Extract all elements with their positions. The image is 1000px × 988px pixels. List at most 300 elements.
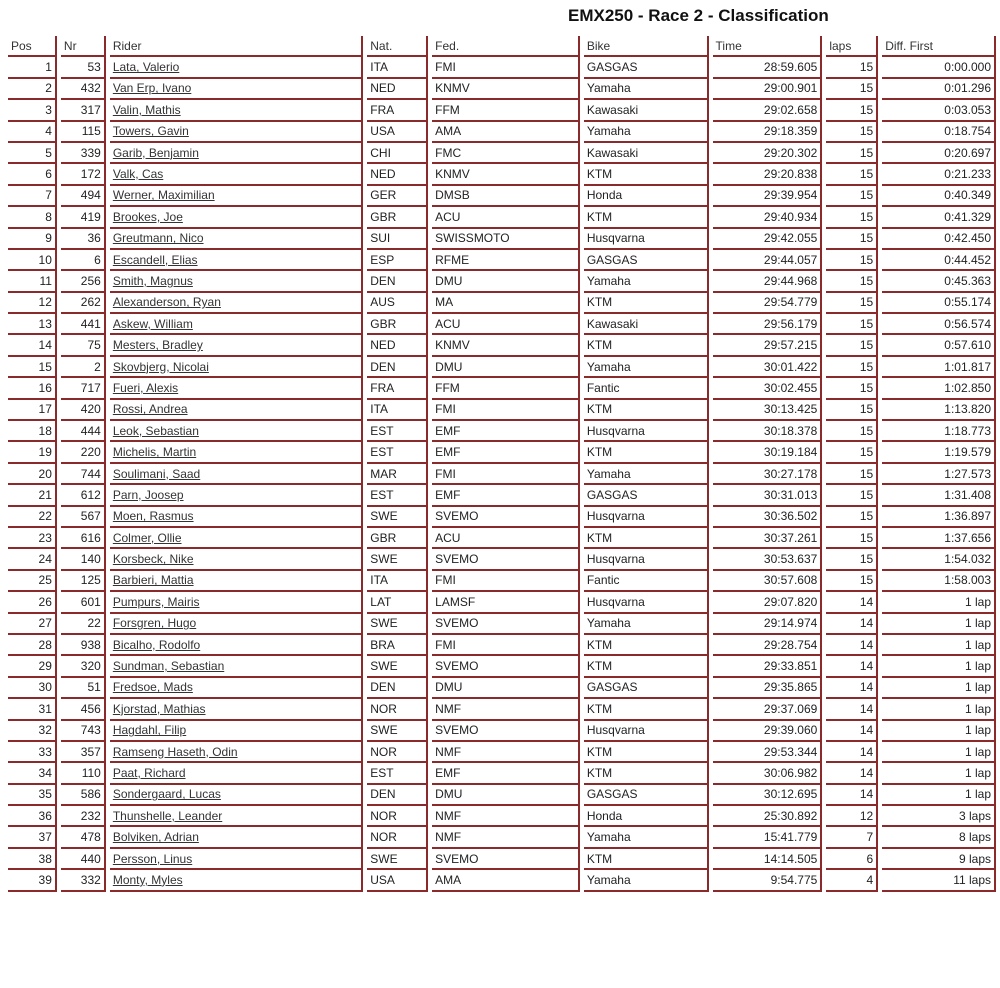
rider-link[interactable]: Ramseng Haseth, Odin bbox=[112, 744, 238, 759]
cell-nr: 420 bbox=[61, 400, 106, 421]
cell-rider bbox=[110, 100, 363, 121]
cell-rider bbox=[110, 485, 363, 506]
rider-link[interactable]: Van Erp, Ivano bbox=[112, 81, 192, 96]
cell-nat: SWE bbox=[367, 849, 428, 870]
table-row bbox=[8, 271, 996, 292]
cell-nr: 612 bbox=[61, 485, 106, 506]
rider-link[interactable]: Barbieri, Mattia bbox=[112, 573, 194, 588]
cell-bike: GASGAS bbox=[584, 785, 709, 806]
cell-nr: 320 bbox=[61, 656, 106, 677]
table-row bbox=[8, 507, 996, 528]
cell-time: 30:31.013 bbox=[713, 485, 823, 506]
cell-pos: 1 bbox=[8, 57, 57, 78]
cell-bike: KTM bbox=[584, 849, 709, 870]
cell-fed: FMI bbox=[432, 635, 580, 656]
cell-pos: 38 bbox=[8, 849, 57, 870]
cell-nr: 140 bbox=[61, 549, 106, 570]
cell-rider bbox=[110, 656, 363, 677]
cell-nr: 601 bbox=[61, 592, 106, 613]
rider-link[interactable]: Fredsoe, Mads bbox=[112, 680, 193, 695]
column-header-pos: Pos bbox=[8, 36, 57, 57]
cell-rider bbox=[110, 571, 363, 592]
table-row bbox=[8, 549, 996, 570]
cell-rider bbox=[110, 849, 363, 870]
rider-link[interactable]: Valin, Mathis bbox=[112, 102, 181, 117]
cell-laps: 15 bbox=[826, 164, 878, 185]
cell-pos: 10 bbox=[8, 250, 57, 271]
cell-laps: 14 bbox=[826, 678, 878, 699]
cell-pos: 32 bbox=[8, 721, 57, 742]
cell-pos: 33 bbox=[8, 742, 57, 763]
cell-bike: Yamaha bbox=[584, 827, 709, 848]
cell-time: 25:30.892 bbox=[713, 806, 823, 827]
cell-time: 29:37.069 bbox=[713, 699, 823, 720]
cell-nat: AUS bbox=[367, 293, 428, 314]
rider-link[interactable]: Leok, Sebastian bbox=[112, 423, 199, 438]
table-row bbox=[8, 164, 996, 185]
cell-rider bbox=[110, 785, 363, 806]
cell-diff-first: 0:57.610 bbox=[882, 335, 996, 356]
rider-link[interactable]: Colmer, Ollie bbox=[112, 530, 182, 545]
cell-bike: GASGAS bbox=[584, 250, 709, 271]
cell-rider bbox=[110, 293, 363, 314]
rider-link[interactable]: Bolviken, Adrian bbox=[112, 830, 199, 845]
cell-nr: 444 bbox=[61, 421, 106, 442]
cell-time: 29:57.215 bbox=[713, 335, 823, 356]
cell-time: 29:07.820 bbox=[713, 592, 823, 613]
cell-time: 30:12.695 bbox=[713, 785, 823, 806]
cell-diff-first: 1:58.003 bbox=[882, 571, 996, 592]
cell-fed: SVEMO bbox=[432, 507, 580, 528]
cell-nr: 938 bbox=[61, 635, 106, 656]
cell-rider bbox=[110, 827, 363, 848]
cell-pos: 3 bbox=[8, 100, 57, 121]
cell-pos: 25 bbox=[8, 571, 57, 592]
cell-fed: EMF bbox=[432, 442, 580, 463]
cell-diff-first: 0:55.174 bbox=[882, 293, 996, 314]
cell-rider bbox=[110, 357, 363, 378]
cell-nat: EST bbox=[367, 485, 428, 506]
cell-pos: 35 bbox=[8, 785, 57, 806]
cell-bike: Yamaha bbox=[584, 122, 709, 143]
cell-nat: ESP bbox=[367, 250, 428, 271]
cell-time: 30:02.455 bbox=[713, 378, 823, 399]
cell-time: 29:53.344 bbox=[713, 742, 823, 763]
cell-nr: 332 bbox=[61, 870, 106, 891]
cell-fed: FFM bbox=[432, 378, 580, 399]
cell-bike: Yamaha bbox=[584, 614, 709, 635]
cell-time: 30:57.608 bbox=[713, 571, 823, 592]
cell-nr: 432 bbox=[61, 79, 106, 100]
cell-bike: Honda bbox=[584, 186, 709, 207]
rider-link[interactable]: Valk, Cas bbox=[112, 167, 164, 182]
cell-diff-first: 1:19.579 bbox=[882, 442, 996, 463]
cell-diff-first: 9 laps bbox=[882, 849, 996, 870]
cell-rider bbox=[110, 207, 363, 228]
cell-bike: KTM bbox=[584, 635, 709, 656]
cell-rider bbox=[110, 186, 363, 207]
cell-diff-first: 1:37.656 bbox=[882, 528, 996, 549]
cell-nat: EST bbox=[367, 442, 428, 463]
cell-time: 29:39.954 bbox=[713, 186, 823, 207]
cell-rider bbox=[110, 229, 363, 250]
cell-diff-first: 1:54.032 bbox=[882, 549, 996, 570]
rider-link[interactable]: Bicalho, Rodolfo bbox=[112, 637, 201, 652]
cell-nr: 494 bbox=[61, 186, 106, 207]
cell-nat: NED bbox=[367, 79, 428, 100]
cell-nr: 115 bbox=[61, 122, 106, 143]
cell-nr: 744 bbox=[61, 464, 106, 485]
table-row bbox=[8, 614, 996, 635]
cell-rider bbox=[110, 678, 363, 699]
rider-link[interactable]: Escandell, Elias bbox=[112, 252, 198, 267]
cell-nr: 440 bbox=[61, 849, 106, 870]
cell-rider bbox=[110, 271, 363, 292]
cell-nr: 36 bbox=[61, 229, 106, 250]
cell-rider bbox=[110, 528, 363, 549]
cell-laps: 15 bbox=[826, 571, 878, 592]
cell-laps: 14 bbox=[826, 614, 878, 635]
cell-nr: 220 bbox=[61, 442, 106, 463]
cell-bike: Yamaha bbox=[584, 79, 709, 100]
cell-bike: Husqvarna bbox=[584, 507, 709, 528]
cell-time: 29:20.302 bbox=[713, 143, 823, 164]
cell-nat: LAT bbox=[367, 592, 428, 613]
rider-link[interactable]: Soulimani, Saad bbox=[112, 466, 201, 481]
cell-fed: FMI bbox=[432, 571, 580, 592]
cell-laps: 15 bbox=[826, 528, 878, 549]
cell-fed: FMC bbox=[432, 143, 580, 164]
rider-link[interactable]: Mesters, Bradley bbox=[112, 338, 203, 353]
cell-diff-first: 0:42.450 bbox=[882, 229, 996, 250]
rider-link[interactable]: Forsgren, Hugo bbox=[112, 616, 197, 631]
cell-nr: 53 bbox=[61, 57, 106, 78]
rider-link[interactable]: Smith, Magnus bbox=[112, 273, 193, 288]
column-header-fed: Fed. bbox=[432, 36, 580, 57]
cell-nr: 717 bbox=[61, 378, 106, 399]
cell-pos: 39 bbox=[8, 870, 57, 891]
table-row bbox=[8, 100, 996, 121]
cell-diff-first: 1 lap bbox=[882, 785, 996, 806]
cell-laps: 15 bbox=[826, 271, 878, 292]
cell-rider bbox=[110, 614, 363, 635]
cell-fed: ACU bbox=[432, 207, 580, 228]
cell-time: 29:39.060 bbox=[713, 721, 823, 742]
rider-link[interactable]: Korsbeck, Nike bbox=[112, 552, 194, 567]
cell-diff-first: 0:21.233 bbox=[882, 164, 996, 185]
cell-nat: CHI bbox=[367, 143, 428, 164]
cell-fed: MA bbox=[432, 293, 580, 314]
cell-laps: 4 bbox=[826, 870, 878, 891]
cell-bike: Husqvarna bbox=[584, 421, 709, 442]
table-row bbox=[8, 485, 996, 506]
cell-pos: 7 bbox=[8, 186, 57, 207]
cell-diff-first: 3 laps bbox=[882, 806, 996, 827]
cell-nr: 317 bbox=[61, 100, 106, 121]
cell-fed: EMF bbox=[432, 421, 580, 442]
column-header-bike: Bike bbox=[584, 36, 709, 57]
cell-time: 29:42.055 bbox=[713, 229, 823, 250]
cell-bike: Fantic bbox=[584, 571, 709, 592]
cell-laps: 15 bbox=[826, 293, 878, 314]
cell-fed: LAMSF bbox=[432, 592, 580, 613]
cell-laps: 14 bbox=[826, 742, 878, 763]
cell-pos: 21 bbox=[8, 485, 57, 506]
cell-time: 28:59.605 bbox=[713, 57, 823, 78]
rider-link[interactable]: Lata, Valerio bbox=[112, 60, 180, 75]
cell-nr: 262 bbox=[61, 293, 106, 314]
rider-link[interactable]: Rossi, Andrea bbox=[112, 402, 188, 417]
cell-laps: 15 bbox=[826, 549, 878, 570]
cell-fed: KNMV bbox=[432, 164, 580, 185]
cell-time: 29:18.359 bbox=[713, 122, 823, 143]
cell-time: 30:19.184 bbox=[713, 442, 823, 463]
rider-link[interactable]: Sundman, Sebastian bbox=[112, 659, 225, 674]
rider-link[interactable]: Sondergaard, Lucas bbox=[112, 787, 221, 802]
page-title: EMX250 - Race 2 - Classification bbox=[568, 6, 829, 25]
table-row bbox=[8, 635, 996, 656]
cell-fed: SWISSMOTO bbox=[432, 229, 580, 250]
table-row bbox=[8, 229, 996, 250]
column-header-laps: laps bbox=[826, 36, 878, 57]
cell-laps: 15 bbox=[826, 143, 878, 164]
classification-table bbox=[4, 36, 1000, 892]
cell-bike: KTM bbox=[584, 164, 709, 185]
cell-nat: USA bbox=[367, 122, 428, 143]
cell-bike: GASGAS bbox=[584, 678, 709, 699]
cell-nat: NOR bbox=[367, 806, 428, 827]
rider-link[interactable]: Brookes, Joe bbox=[112, 209, 183, 224]
cell-nr: 616 bbox=[61, 528, 106, 549]
rider-link[interactable]: Kjorstad, Mathias bbox=[112, 701, 206, 716]
cell-nat: DEN bbox=[367, 785, 428, 806]
cell-nr: 586 bbox=[61, 785, 106, 806]
cell-time: 30:37.261 bbox=[713, 528, 823, 549]
cell-pos: 30 bbox=[8, 678, 57, 699]
cell-fed: SVEMO bbox=[432, 849, 580, 870]
cell-diff-first: 1:02.850 bbox=[882, 378, 996, 399]
cell-pos: 8 bbox=[8, 207, 57, 228]
cell-rider bbox=[110, 699, 363, 720]
cell-bike: KTM bbox=[584, 335, 709, 356]
cell-laps: 14 bbox=[826, 635, 878, 656]
cell-fed: KNMV bbox=[432, 335, 580, 356]
cell-rider bbox=[110, 57, 363, 78]
cell-pos: 9 bbox=[8, 229, 57, 250]
column-header-time: Time bbox=[713, 36, 823, 57]
cell-nat: FRA bbox=[367, 378, 428, 399]
table-row bbox=[8, 721, 996, 742]
cell-nr: 75 bbox=[61, 335, 106, 356]
cell-pos: 22 bbox=[8, 507, 57, 528]
cell-laps: 15 bbox=[826, 400, 878, 421]
cell-diff-first: 0:01.296 bbox=[882, 79, 996, 100]
rider-link[interactable]: Pumpurs, Mairis bbox=[112, 594, 200, 609]
cell-bike: Fantic bbox=[584, 378, 709, 399]
column-header-diff-first: Diff. First bbox=[882, 36, 996, 57]
cell-pos: 13 bbox=[8, 314, 57, 335]
cell-diff-first: 1 lap bbox=[882, 742, 996, 763]
cell-nat: SWE bbox=[367, 507, 428, 528]
cell-rider bbox=[110, 314, 363, 335]
cell-nat: FRA bbox=[367, 100, 428, 121]
cell-bike: KTM bbox=[584, 400, 709, 421]
cell-fed: NMF bbox=[432, 827, 580, 848]
cell-fed: FFM bbox=[432, 100, 580, 121]
cell-diff-first: 1:27.573 bbox=[882, 464, 996, 485]
cell-rider bbox=[110, 592, 363, 613]
cell-bike: Husqvarna bbox=[584, 721, 709, 742]
rider-link[interactable]: Moen, Rasmus bbox=[112, 509, 194, 524]
cell-laps: 15 bbox=[826, 57, 878, 78]
cell-laps: 15 bbox=[826, 100, 878, 121]
cell-time: 29:54.779 bbox=[713, 293, 823, 314]
table-row bbox=[8, 464, 996, 485]
rider-link[interactable]: Paat, Richard bbox=[112, 765, 186, 780]
rider-link[interactable]: Alexanderson, Ryan bbox=[112, 295, 221, 310]
column-header-nat: Nat. bbox=[367, 36, 428, 57]
table-row bbox=[8, 357, 996, 378]
cell-nr: 256 bbox=[61, 271, 106, 292]
cell-fed: SVEMO bbox=[432, 614, 580, 635]
cell-laps: 14 bbox=[826, 785, 878, 806]
cell-diff-first: 0:41.329 bbox=[882, 207, 996, 228]
cell-laps: 15 bbox=[826, 442, 878, 463]
cell-bike: Husqvarna bbox=[584, 592, 709, 613]
cell-rider bbox=[110, 442, 363, 463]
cell-laps: 15 bbox=[826, 229, 878, 250]
cell-diff-first: 1:36.897 bbox=[882, 507, 996, 528]
cell-nat: USA bbox=[367, 870, 428, 891]
cell-rider bbox=[110, 122, 363, 143]
cell-time: 30:01.422 bbox=[713, 357, 823, 378]
rider-link[interactable]: Garib, Benjamin bbox=[112, 145, 199, 160]
table-row bbox=[8, 656, 996, 677]
cell-rider bbox=[110, 378, 363, 399]
cell-diff-first: 0:18.754 bbox=[882, 122, 996, 143]
table-row bbox=[8, 827, 996, 848]
rider-link[interactable]: Werner, Maximilian bbox=[112, 188, 215, 203]
cell-nat: NOR bbox=[367, 742, 428, 763]
cell-nr: 567 bbox=[61, 507, 106, 528]
cell-fed: FMI bbox=[432, 57, 580, 78]
cell-time: 29:40.934 bbox=[713, 207, 823, 228]
cell-fed: NMF bbox=[432, 699, 580, 720]
cell-laps: 14 bbox=[826, 656, 878, 677]
cell-diff-first: 0:00.000 bbox=[882, 57, 996, 78]
cell-laps: 15 bbox=[826, 79, 878, 100]
cell-laps: 15 bbox=[826, 464, 878, 485]
cell-time: 29:56.179 bbox=[713, 314, 823, 335]
cell-time: 29:28.754 bbox=[713, 635, 823, 656]
cell-time: 29:33.851 bbox=[713, 656, 823, 677]
cell-diff-first: 1 lap bbox=[882, 614, 996, 635]
table-row bbox=[8, 571, 996, 592]
cell-nat: NOR bbox=[367, 699, 428, 720]
cell-fed: NMF bbox=[432, 806, 580, 827]
cell-pos: 6 bbox=[8, 164, 57, 185]
rider-link[interactable]: Parn, Joosep bbox=[112, 487, 184, 502]
cell-nat: SWE bbox=[367, 656, 428, 677]
cell-nr: 110 bbox=[61, 763, 106, 784]
cell-nat: GBR bbox=[367, 528, 428, 549]
rider-link[interactable]: Michelis, Martin bbox=[112, 445, 197, 460]
cell-time: 29:35.865 bbox=[713, 678, 823, 699]
rider-link[interactable]: Towers, Gavin bbox=[112, 124, 189, 139]
rider-link[interactable]: Hagdahl, Filip bbox=[112, 723, 187, 738]
cell-bike: GASGAS bbox=[584, 485, 709, 506]
table-row bbox=[8, 143, 996, 164]
cell-laps: 15 bbox=[826, 485, 878, 506]
cell-nr: 419 bbox=[61, 207, 106, 228]
cell-fed: SVEMO bbox=[432, 656, 580, 677]
cell-pos: 4 bbox=[8, 122, 57, 143]
rider-link[interactable]: Skovbjerg, Nicolai bbox=[112, 359, 209, 374]
table-row bbox=[8, 122, 996, 143]
cell-bike: KTM bbox=[584, 293, 709, 314]
cell-pos: 23 bbox=[8, 528, 57, 549]
cell-pos: 24 bbox=[8, 549, 57, 570]
cell-pos: 5 bbox=[8, 143, 57, 164]
cell-nat: ITA bbox=[367, 571, 428, 592]
cell-time: 30:27.178 bbox=[713, 464, 823, 485]
table-row bbox=[8, 528, 996, 549]
rider-link[interactable]: Monty, Myles bbox=[112, 872, 183, 887]
table-body bbox=[8, 57, 996, 891]
cell-nat: NED bbox=[367, 164, 428, 185]
cell-rider bbox=[110, 763, 363, 784]
rider-link[interactable]: Persson, Linus bbox=[112, 851, 193, 866]
cell-nr: 478 bbox=[61, 827, 106, 848]
cell-nat: GBR bbox=[367, 207, 428, 228]
cell-bike: KTM bbox=[584, 699, 709, 720]
cell-fed: NMF bbox=[432, 742, 580, 763]
rider-link[interactable]: Fueri, Alexis bbox=[112, 380, 179, 395]
cell-time: 29:44.968 bbox=[713, 271, 823, 292]
cell-fed: ACU bbox=[432, 314, 580, 335]
cell-rider bbox=[110, 335, 363, 356]
cell-diff-first: 1 lap bbox=[882, 592, 996, 613]
cell-laps: 15 bbox=[826, 207, 878, 228]
cell-fed: AMA bbox=[432, 870, 580, 891]
cell-laps: 7 bbox=[826, 827, 878, 848]
table-row bbox=[8, 314, 996, 335]
cell-diff-first: 1 lap bbox=[882, 763, 996, 784]
cell-time: 30:13.425 bbox=[713, 400, 823, 421]
cell-fed: FMI bbox=[432, 400, 580, 421]
cell-rider bbox=[110, 164, 363, 185]
cell-laps: 15 bbox=[826, 122, 878, 143]
rider-link[interactable]: Greutmann, Nico bbox=[112, 231, 204, 246]
cell-time: 30:36.502 bbox=[713, 507, 823, 528]
rider-link[interactable]: Askew, William bbox=[112, 316, 193, 331]
cell-pos: 17 bbox=[8, 400, 57, 421]
rider-link[interactable]: Thunshelle, Leander bbox=[112, 808, 223, 823]
table-row bbox=[8, 207, 996, 228]
column-header-nr: Nr bbox=[61, 36, 106, 57]
cell-nr: 232 bbox=[61, 806, 106, 827]
cell-rider bbox=[110, 464, 363, 485]
cell-nr: 339 bbox=[61, 143, 106, 164]
table-row bbox=[8, 442, 996, 463]
cell-time: 15:41.779 bbox=[713, 827, 823, 848]
cell-nr: 2 bbox=[61, 357, 106, 378]
cell-nat: SWE bbox=[367, 549, 428, 570]
cell-fed: ACU bbox=[432, 528, 580, 549]
cell-fed: SVEMO bbox=[432, 721, 580, 742]
table-row bbox=[8, 400, 996, 421]
cell-fed: DMU bbox=[432, 678, 580, 699]
